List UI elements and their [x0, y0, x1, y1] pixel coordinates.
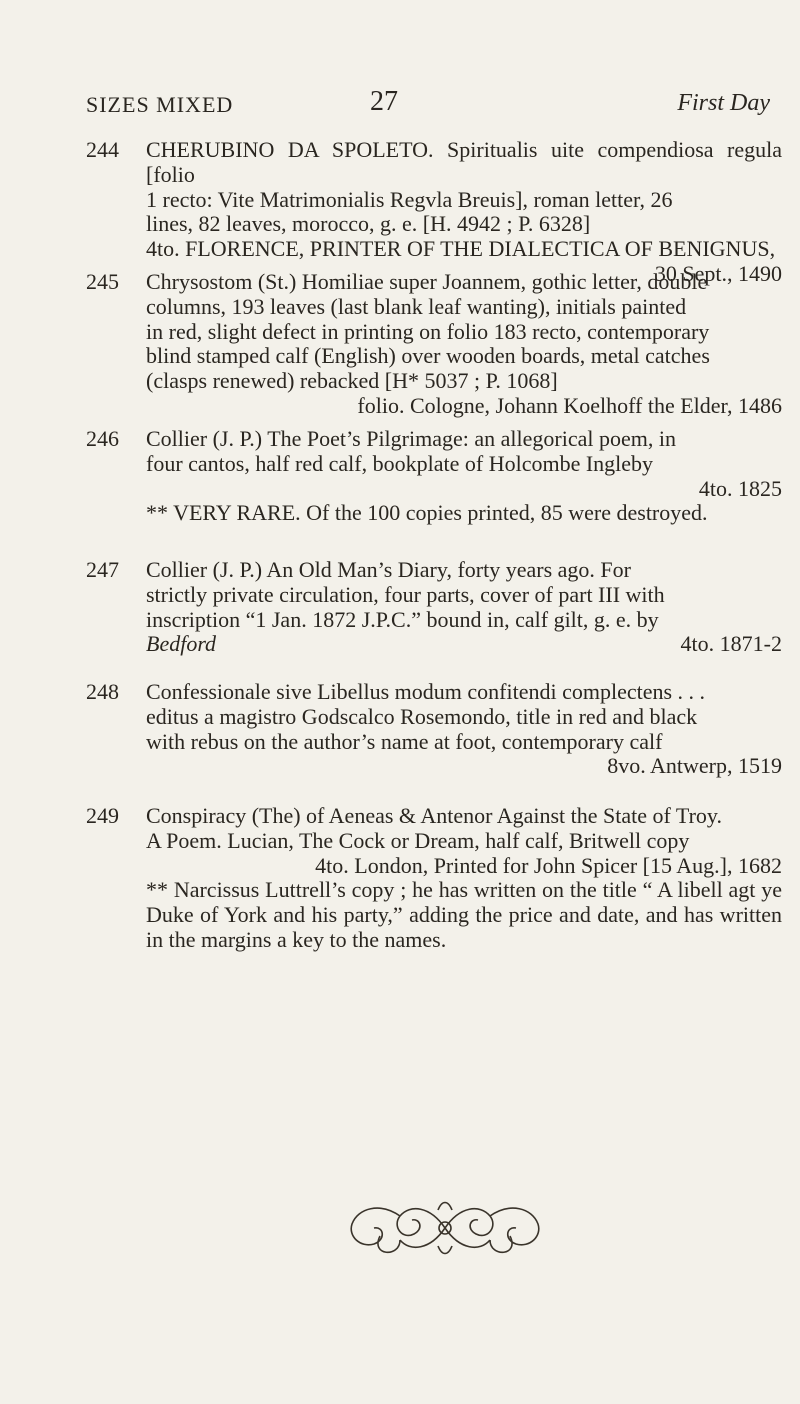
lot-imprint: 4to. London, Printed for John Spicer [15 Aug.], 1682	[315, 852, 782, 878]
description-line: Collier (J. P.) The Poet’s Pilgrimage: an allegorical poem, in	[146, 426, 676, 451]
lot-description	[146, 558, 782, 657]
page-number: 27	[370, 86, 398, 117]
description-line: columns, 193 leaves (last blank leaf wanting), initials painted	[146, 293, 687, 319]
section-title: SIZES MIXED	[86, 92, 234, 117]
lot-number: 245	[86, 269, 119, 294]
description-line: Collier (J. P.) An Old Man’s Diary, forty years ago. For	[146, 557, 631, 582]
description-line: inscription “1 Jan. 1872 J.P.C.” bound in, calf gilt, g. e. by	[146, 606, 659, 632]
lot-description	[146, 680, 782, 779]
lot-imprint: 8vo. Antwerp, 1519	[607, 753, 782, 779]
lot-imprint: 4to. 1871-2	[680, 631, 782, 657]
lot-number: 247	[86, 557, 119, 582]
lot-description	[146, 804, 782, 953]
description-line: CHERUBINO DA SPOLETO. Spiritualis uite compendiosa regula [folio	[146, 137, 782, 187]
lot-number: 249	[86, 803, 119, 828]
lot-description	[146, 427, 782, 526]
sale-day: First Day	[677, 90, 770, 116]
description-line: 1 recto: Vite Matrimonialis Regvla Breuis], roman letter, 26	[146, 186, 673, 212]
description-line: lines, 82 leaves, morocco, g. e. [H. 4942 ; P. 6328]	[146, 211, 591, 237]
description-line: strictly private circulation, four parts, cover of part III with	[146, 581, 665, 607]
description-line: Chrysostom (St.) Homiliae super Joannem, gothic letter, double	[146, 269, 708, 294]
lot-imprint: folio. Cologne, Johann Koelhoff the Elder, 1486	[357, 392, 782, 418]
lot-number: 246	[86, 426, 119, 451]
lot-description	[146, 270, 782, 419]
running-header	[0, 86, 800, 120]
description-line: four cantos, half red calf, bookplate of Holcombe Ingleby	[146, 450, 654, 476]
lot-imprint: 4to. 1825	[698, 475, 782, 501]
lot-number: 244	[86, 137, 119, 162]
lot-number: 248	[86, 679, 119, 704]
description-line: Conspiracy (The) of Aeneas & Antenor Against the State of Troy.	[146, 803, 722, 828]
description-line: editus a magistro Godscalco Rosemondo, title in red and black	[146, 703, 698, 729]
description-line: A Poem. Lucian, The Cock or Dream, half calf, Britwell copy	[146, 827, 690, 853]
description-line: 4to. FLORENCE, PRINTER OF THE DIALECTICA OF BENIGNUS,	[146, 236, 776, 262]
lot-description	[146, 138, 782, 287]
description-line: with rebus on the author’s name at foot, contemporary calf	[146, 728, 663, 754]
description-line: Confessionale sive Libellus modum confitendi complectens . . .	[146, 679, 706, 704]
imprint-row	[146, 632, 782, 657]
description-line: in red, slight defect in printing on folio 183 recto, contemporary	[146, 318, 710, 344]
floral-ornament-icon	[340, 1196, 550, 1260]
binder-name: Bedford	[146, 631, 217, 657]
description-line: blind stamped calf (English) over wooden boards, metal catches	[146, 343, 710, 369]
lot-note: ** VERY RARE. Of the 100 copies printed, 85 were destroyed.	[146, 500, 708, 526]
description-line: (clasps renewed) rebacked [H* 5037 ; P. 1068]	[146, 368, 558, 394]
lot-note: ** Narcissus Luttrell’s copy ; he has written on the title “ A libell agt ye Duke of York and his party,” adding the price and date, and has written in the margins a key to the names.	[146, 877, 782, 952]
lot-imprint: 30 Sept., 1490	[654, 260, 782, 286]
